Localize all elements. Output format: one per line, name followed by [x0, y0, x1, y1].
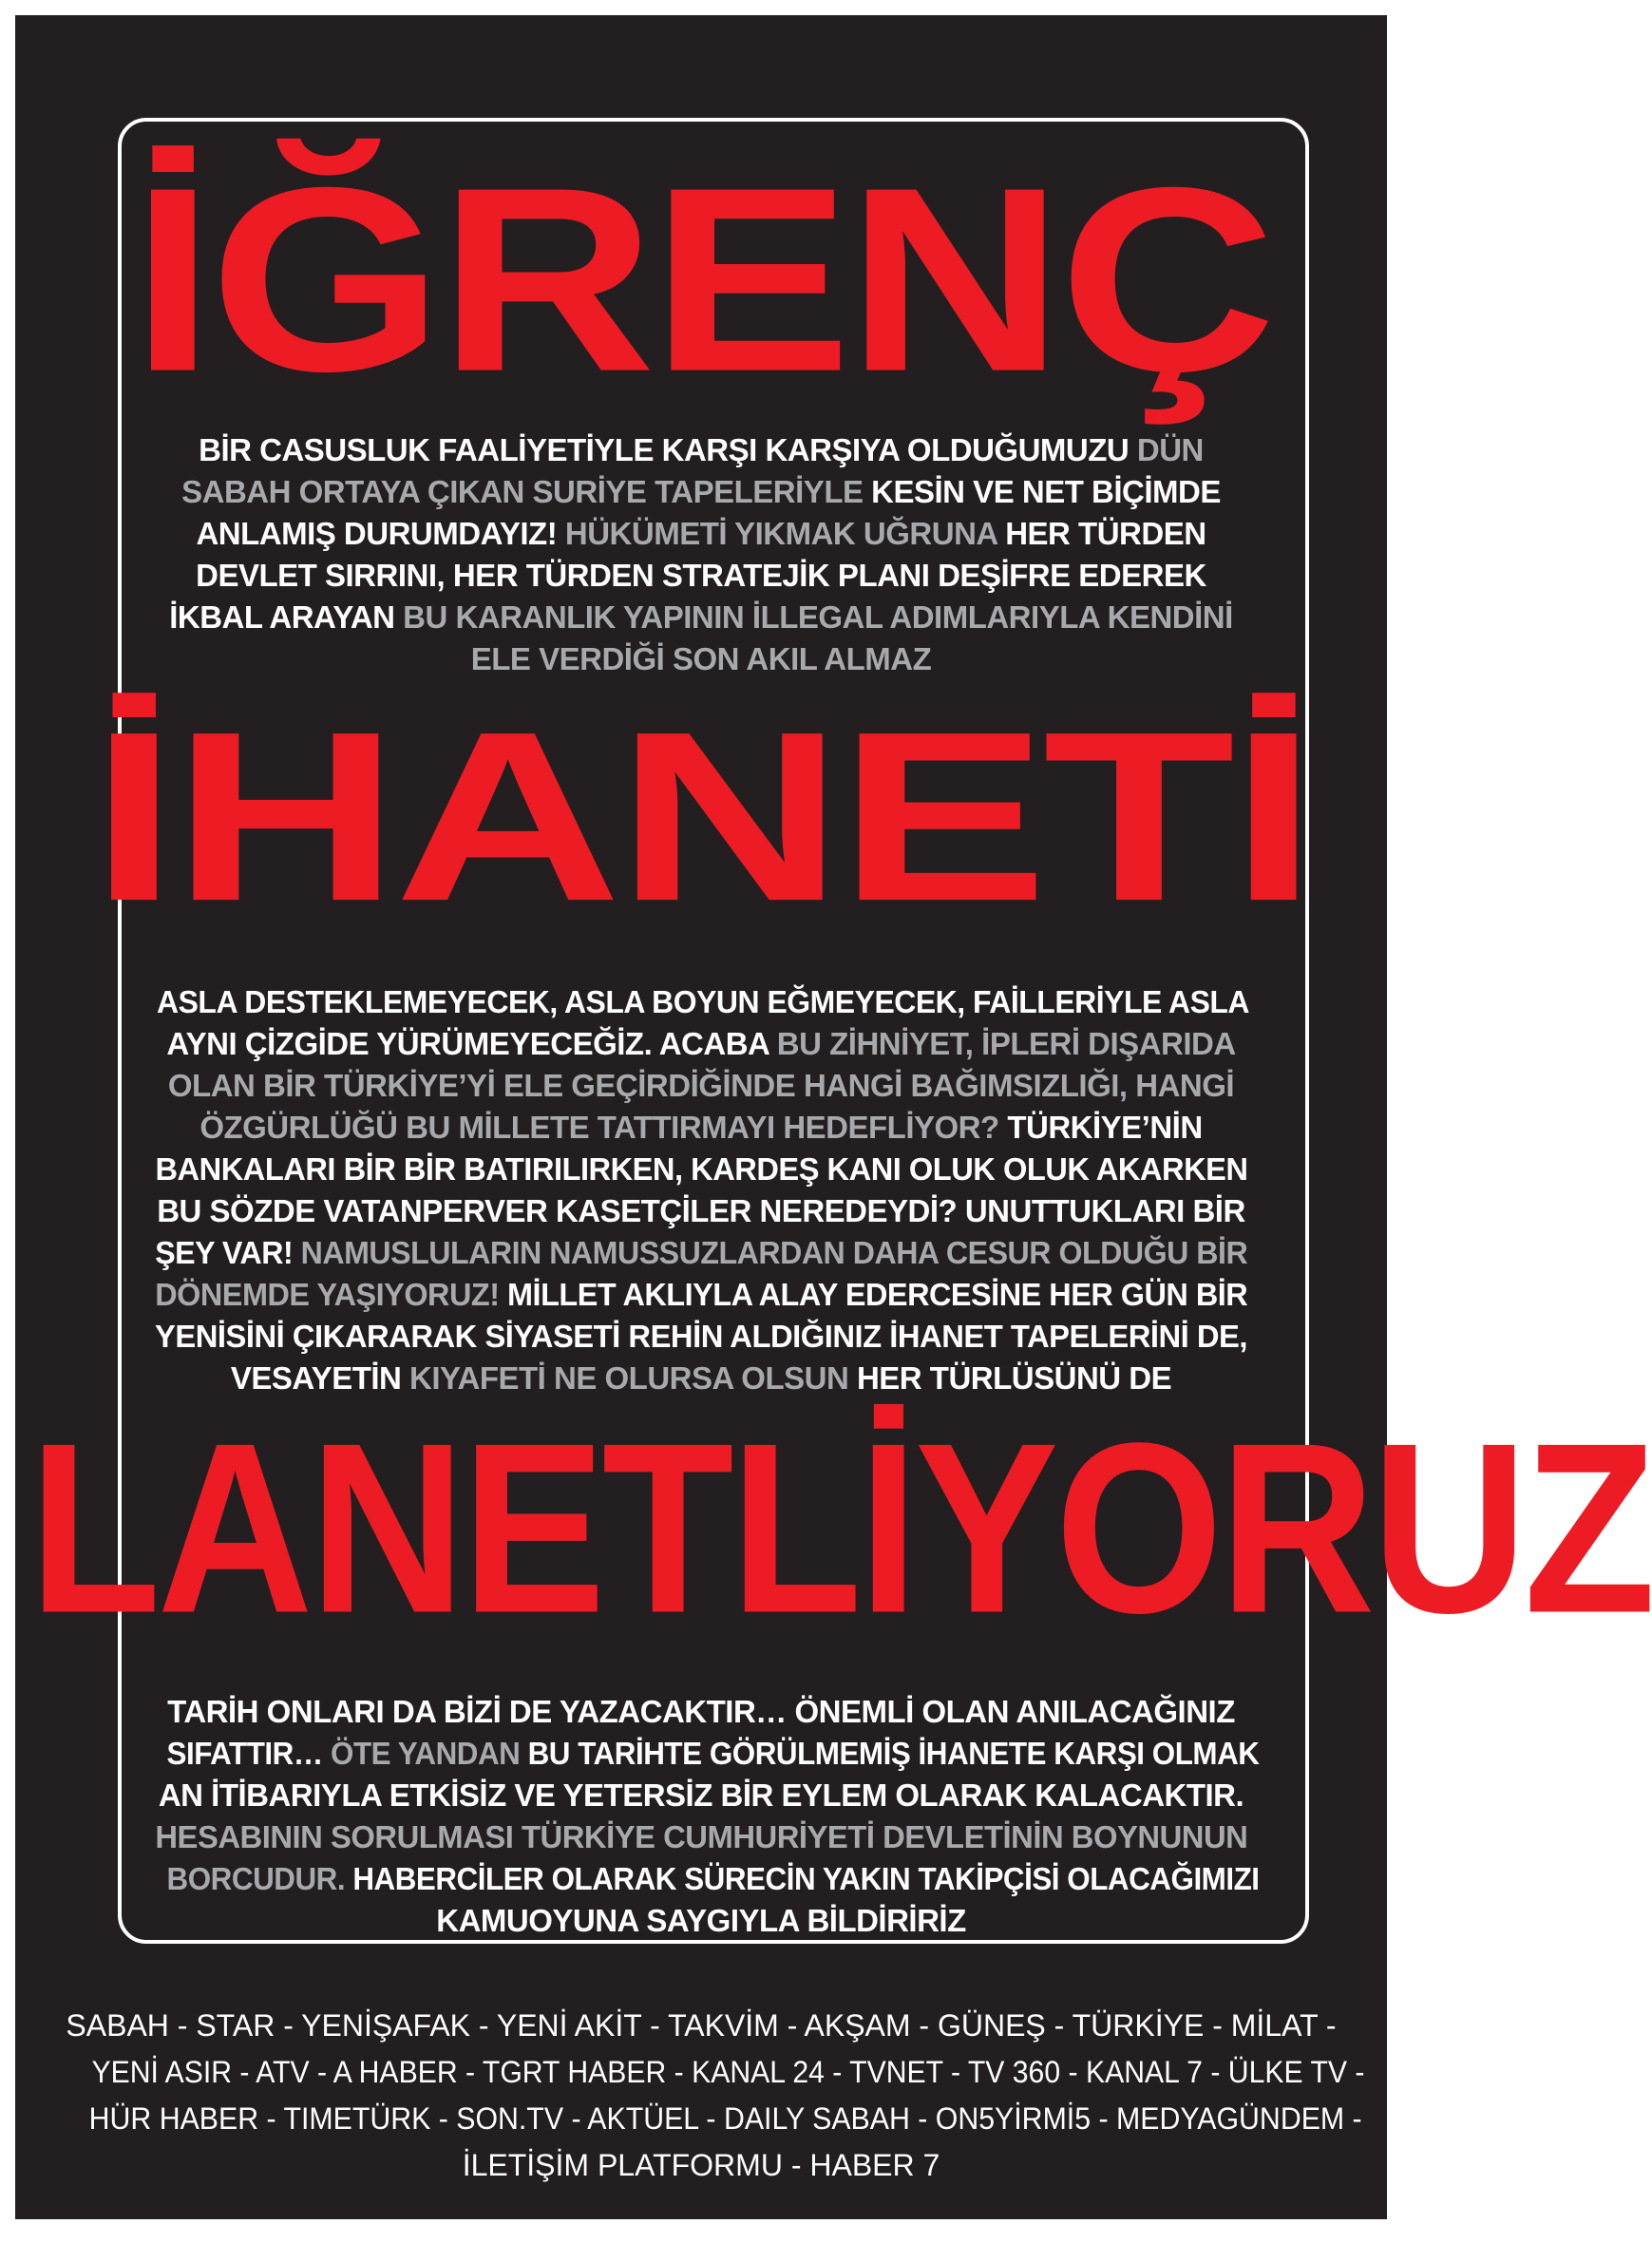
grey-text-segment: BU KARANLIK YAPININ İLLEGAL ADIMLARIYLA KENDİNİ: [403, 599, 1233, 635]
ad-page: [15, 15, 1652, 2219]
paragraph-line: [139, 1065, 1263, 1107]
grey-text-segment: ELE VERDİĞİ SON AKIL ALMAZ: [470, 641, 932, 676]
paragraph-line: [139, 1858, 1263, 1900]
white-text-segment: BU SÖZDE VATANPERVER KASETÇİLER NEREDEYDİ? UNUTTUKLARI BİR: [157, 1193, 1245, 1228]
signers-line: İLETİŞİM PLATFORMU - HABER 7: [462, 2148, 940, 2182]
paragraph-line: [139, 597, 1263, 638]
signers-line: SABAH - STAR - YENİŞAFAK - YENİ AKİT - TAKVİM - AKŞAM - GÜNEŞ - TÜRKİYE - MİLAT -: [66, 2008, 1337, 2043]
paragraph-line: [139, 1816, 1263, 1858]
paragraph-1: [139, 429, 1263, 680]
grey-text-segment: HESABININ SORULMASI TÜRKİYE CUMHURİYETİ DEVLETİNİN BOYNUNUN: [155, 1819, 1247, 1854]
paragraph-line: [139, 1149, 1263, 1190]
white-text-segment: BANKALARI BİR BİR BATIRILIRKEN, KARDEŞ KANI OLUK OLUK AKARKEN: [155, 1151, 1247, 1187]
grey-text-segment: KIYAFETİ NE OLURSA OLSUN: [409, 1360, 857, 1396]
signers-line: YENİ ASIR - ATV - A HABER - TGRT HABER - KANAL 24 - TVNET - TV 360 - KANAL 7 - ÜLKE TV -: [91, 2055, 1365, 2089]
grey-text-segment: DÖNEMDE YAŞIYORUZ!: [155, 1277, 507, 1312]
paragraph-line: [139, 471, 1263, 513]
paragraph-line: [139, 1691, 1263, 1733]
paragraph-3: [139, 1691, 1263, 1942]
grey-text-segment: OLAN BİR TÜRKİYE’Yİ ELE GEÇİRDİĞİNDE HANGİ BAĞIMSIZLIĞI, HANGİ: [167, 1068, 1235, 1103]
white-text-segment: HER TÜRDEN: [1005, 516, 1206, 551]
signatory-list: [53, 2003, 1365, 2189]
grey-text-segment: NAMUSLULARIN NAMUSSUZLARDAN DAHA CESUR OLDUĞU BİR: [300, 1235, 1247, 1270]
grey-text-segment: DÜN: [1136, 432, 1204, 467]
paragraph-line: [139, 1775, 1263, 1816]
paragraph-line: [139, 513, 1263, 555]
paragraph-line: [139, 1232, 1263, 1274]
headline-ihaneti: İHANETİ: [89, 681, 1313, 952]
paragraph-line: [139, 981, 1263, 1023]
white-text-segment: İKBAL ARAYAN: [169, 599, 404, 635]
white-text-segment: MİLLET AKLIYLA ALAY EDERCESİNE HER GÜN BİR: [506, 1277, 1247, 1312]
white-text-segment: VESAYETİN: [230, 1360, 410, 1396]
grey-text-segment: BORCUDUR.: [166, 1861, 353, 1896]
grey-text-segment: ÖZGÜRLÜĞÜ BU MİLLETE TATTIRMAYI HEDEFLİYOR?: [199, 1110, 1008, 1145]
white-text-segment: ŞEY VAR!: [155, 1235, 301, 1270]
headline-igrenc: İĞRENÇ: [130, 132, 1272, 427]
white-text-segment: KAMUOYUNA SAYGIYLA BİLDİRİRİZ: [436, 1903, 966, 1938]
paragraph-line: [139, 638, 1263, 680]
white-text-segment: AN İTİBARIYLA ETKİSİZ VE YETERSİZ BİR EYLEM OLARAK KALACAKTIR.: [158, 1777, 1244, 1813]
paragraph-line: [139, 555, 1263, 597]
white-text-segment: KESİN VE NET BİÇİMDE: [871, 474, 1221, 509]
grey-text-segment: ÖTE YANDAN: [331, 1736, 528, 1771]
paragraph-line: [139, 1900, 1263, 1942]
paragraph-line: [139, 1274, 1263, 1316]
signers-line: HÜR HABER - TIMETÜRK - SON.TV - AKTÜEL - DAILY SABAH - ON5YİRMİ5 - MEDYAGÜNDEM -: [88, 2101, 1362, 2136]
white-text-segment: HABERCİLER OLARAK SÜRECİN YAKIN TAKİPÇİSİ OLACAĞIMIZI: [352, 1861, 1260, 1896]
paragraph-line: [139, 1107, 1263, 1149]
paragraph-2: [139, 981, 1263, 1399]
paragraph-line: [139, 1733, 1263, 1775]
white-text-segment: BU TARİHTE GÖRÜLMEMİŞ İHANETE KARŞI OLMAK: [527, 1736, 1260, 1771]
paragraph-line: [139, 429, 1263, 471]
white-text-segment: TÜRKİYE’NİN: [1007, 1110, 1203, 1145]
white-text-segment: HER TÜRLÜSÜNÜ DE: [856, 1360, 1172, 1396]
paragraph-line: [139, 1023, 1263, 1065]
white-text-segment: ANLAMIŞ DURUMDAYIZ!: [196, 516, 565, 551]
paragraph-line: [139, 1190, 1263, 1232]
headline-lanetliyoruz: LANETLİYORUZ: [28, 1393, 1652, 1664]
white-text-segment: DEVLET SIRRINI, HER TÜRDEN STRATEJİK PLANI DEŞİFRE EDEREK: [196, 558, 1206, 593]
white-text-segment: YENİSİNİ ÇIKARARAK SİYASETİ REHİN ALDIĞINIZ İHANET TAPELERİNİ DE,: [154, 1319, 1247, 1354]
white-text-segment: AYNI ÇİZGİDE YÜRÜMEYECEĞİZ. ACABA: [166, 1026, 777, 1061]
paragraph-line: [139, 1316, 1263, 1358]
grey-text-segment: SABAH ORTAYA ÇIKAN SURİYE TAPELERİYLE: [181, 474, 872, 509]
white-text-segment: TARİH ONLARI DA BİZİ DE YAZACAKTIR… ÖNEMLİ OLAN ANILACAĞINIZ: [167, 1694, 1235, 1729]
white-text-segment: ASLA DESTEKLEMEYECEK, ASLA BOYUN EĞMEYECEK, FAİLLERİYLE ASLA: [157, 984, 1250, 1019]
white-text-segment: BİR CASUSLUK FAALİYETİYLE KARŞI KARŞIYA OLDUĞUMUZU: [199, 432, 1137, 467]
white-text-segment: SIFATTIR…: [166, 1736, 332, 1771]
grey-text-segment: HÜKÜMETİ YIKMAK UĞRUNA: [564, 516, 1006, 551]
grey-text-segment: BU ZİHNİYET, İPLERİ DIŞARIDA: [776, 1026, 1236, 1061]
